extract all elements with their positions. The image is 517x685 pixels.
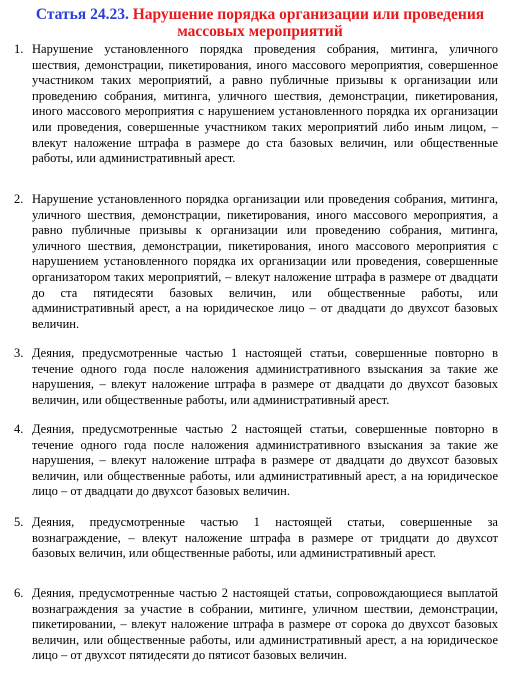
article-part-1 [14,42,498,167]
part-text: Нарушение установленного порядка проведения собрания, митинга, уличного шествия, демонстрации, пикетирования, иного массового мероприятия, совершенное участником таких мероприятий, а равно публичные призывы к организации или проведению собрания, митинга, уличного шествия, демонстрации, пикетирования, иного массового мероприятия с нарушением установленного порядка их организации или проведения, совершенные участником таких мероприятий либо иным лицом, – влекут наложение штрафа в размере до ста базовых величин, или общественные работы, или административный арест. [32,42,498,166]
part-text: Деяния, предусмотренные частью 2 настоящей статьи, совершенные повторно в течение одного года после наложения административного взыскания за такие же нарушения, – влекут наложение штрафа в размере от двадцати до двухсот базовых величин, или общественные работы, или административный арест, а на юридическое лицо – от двадцати до двухсот базовых величин. [32,422,498,499]
part-number: 6. [14,586,24,600]
part-number: 5. [14,515,24,529]
part-number: 2. [14,192,24,206]
article-part-4 [14,422,498,500]
part-text: Деяния, предусмотренные частью 1 настоящей статьи, совершенные повторно в течение одного года после наложения административного взыскания за такие же нарушения, – влекут наложение штрафа в размере от двадцати до двухсот базовых величин, или общественные работы, или административный арест. [32,346,498,407]
part-text: Деяния, предусмотренные частью 1 настоящей статьи, совершенные за вознаграждение, – влекут наложение штрафа в размере от тридцати до двухсот базовых величин, или общественные работы, или административный арест. [32,515,498,561]
article-number: Статья 24.23. [35,6,129,23]
part-text: Деяния, предусмотренные частью 2 настоящей статьи, сопровождающиеся выплатой вознаграждения за участие в собрании, митинге, уличном шествии, демонстрации, пикетировании, – влекут наложение штрафа в размере от сорока до двухсот базовых величин, или общественные работы, или административный арест, а на юридическое лицо – от двухсот пятидесяти до пятисот базовых величин. [32,586,498,663]
article-part-3 [14,346,498,408]
article-part-5 [14,515,498,562]
part-number: 4. [14,422,24,436]
article-part-2 [14,192,498,332]
article-heading [30,6,490,40]
article-part-6 [14,586,498,664]
part-text: Нарушение установленного порядка организации или проведения собрания, митинга, уличного шествия, демонстрации, пикетирования, иного массового мероприятия, а равно публичные призывы к организации или проведению собрания, митинга, уличного шествия, демонстрации, пикетирования, иного массового мероприятия с нарушением установленного порядка их организации или проведения, совершенные организатором таких мероприятий, – влекут наложение штрафа в размере от двадцати до ста пятидесяти базовых величин, или общественные работы, или административный арест, а на юридическое лицо – от двадцати до двухсот базовых величин. [32,192,498,331]
part-number: 1. [14,42,24,56]
article-title: Нарушение порядка организации или проведения массовых мероприятий [132,6,485,40]
part-number: 3. [14,346,24,360]
